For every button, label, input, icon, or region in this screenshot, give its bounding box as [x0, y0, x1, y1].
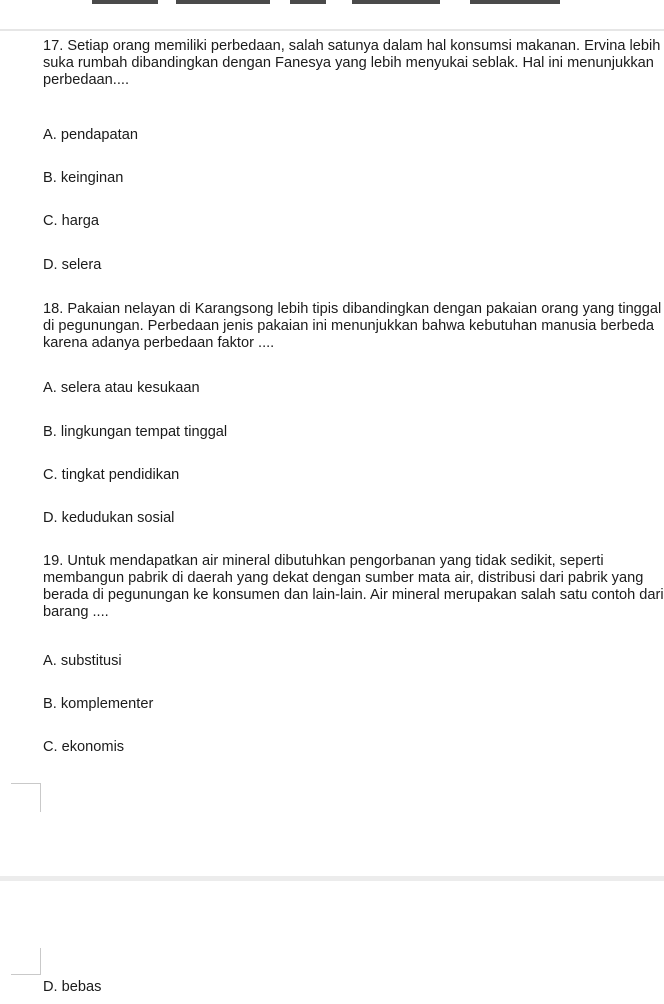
option-d[interactable]: D. bebas — [43, 979, 102, 995]
option-c[interactable]: C. harga — [43, 213, 99, 229]
option-c[interactable]: C. ekonomis — [43, 739, 125, 755]
page-corner-mark — [11, 948, 41, 975]
cropped-text-fragment — [290, 0, 326, 4]
page-break — [0, 876, 664, 881]
option-a[interactable]: A. substitusi — [43, 653, 122, 669]
option-d[interactable]: D. selera — [43, 257, 102, 273]
cropped-text-fragment — [92, 0, 158, 4]
page-corner-mark — [11, 783, 41, 812]
question-text: 17. Setiap orang memiliki perbedaan, salah satunya dalam hal konsumsi makanan. Ervina lebih suka rumbah dibandingkan dengan Fanesya yang lebih menyukai seblak. Hal ini menunjukkan perbedaan.... — [43, 38, 661, 88]
option-a[interactable]: A. selera atau kesukaan — [43, 380, 200, 396]
cropped-text-fragment — [176, 0, 270, 4]
page-divider — [0, 29, 664, 31]
option-b[interactable]: B. keinginan — [43, 170, 124, 186]
option-d[interactable]: D. kedudukan sosial — [43, 510, 175, 526]
option-b[interactable]: B. komplementer — [43, 696, 154, 712]
cropped-text-fragment — [470, 0, 560, 4]
option-b[interactable]: B. lingkungan tempat tinggal — [43, 424, 228, 440]
previous-page-edge — [0, 0, 664, 31]
option-c[interactable]: C. tingkat pendidikan — [43, 467, 180, 483]
question-text: 18. Pakaian nelayan di Karangsong lebih tipis dibandingkan dengan pakaian orang yang tinggal di pegunungan. Perbedaan jenis pakaian ini menunjukkan bahwa kebutuhan manusia berbeda karena adanya perbedaan faktor .... — [43, 301, 662, 351]
cropped-text-fragment — [352, 0, 440, 4]
option-a[interactable]: A. pendapatan — [43, 127, 138, 143]
question-text: 19. Untuk mendapatkan air mineral dibutuhkan pengorbanan yang tidak sedikit, seperti membangun pabrik di daerah yang dekat dengan sumber mata air, distribusi dari pabrik yang berada di pegunungan ke konsumen dan lain-lain. Air mineral merupakan salah satu contoh dari barang .... — [43, 553, 664, 620]
